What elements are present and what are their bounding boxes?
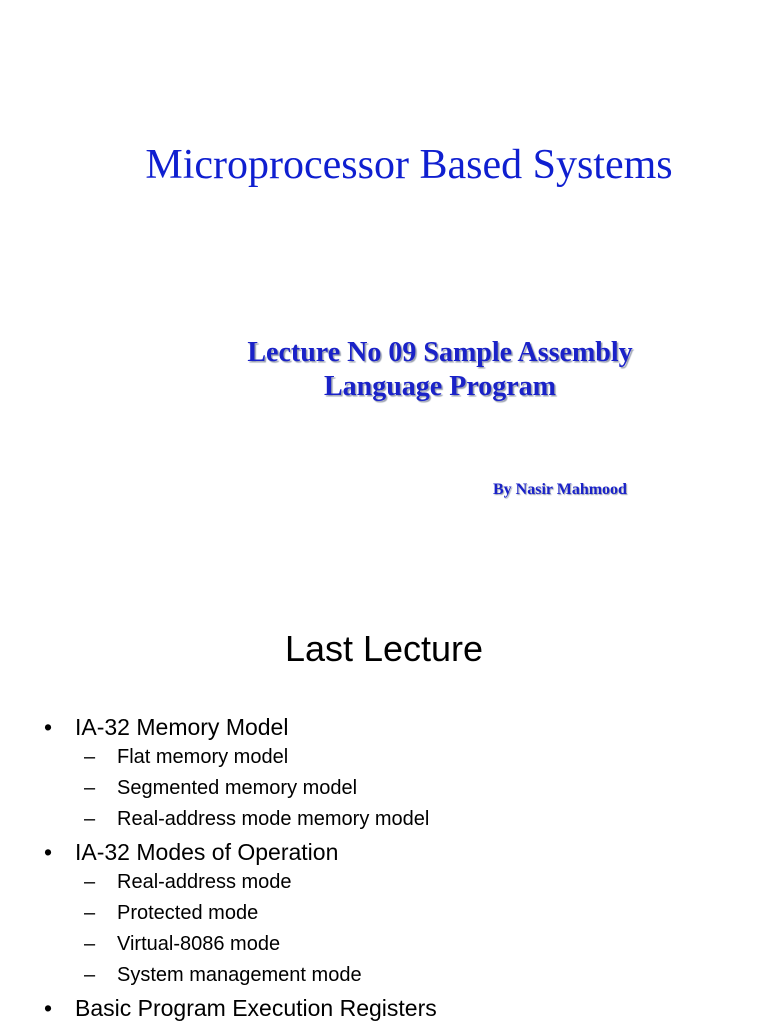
lecture-subtitle bbox=[190, 336, 690, 404]
sub-bullet-item: – System management mode bbox=[84, 960, 744, 991]
sub-bullet-item: – Virtual-8086 mode bbox=[84, 929, 744, 960]
bullet-text: Basic Program Execution Registers bbox=[75, 995, 437, 1021]
slide-title: Microprocessor Based Systems bbox=[145, 142, 673, 188]
sub-bullet-item: – Flat memory model bbox=[84, 742, 744, 773]
sub-bullet-item: – Real-address mode memory model bbox=[84, 804, 744, 835]
subtitle-line-1: Lecture No 09 Sample Assembly bbox=[247, 337, 633, 368]
bullet-item bbox=[44, 993, 744, 1023]
sub-bullet-item: – Protected mode bbox=[84, 898, 744, 929]
sub-bullet-list bbox=[75, 742, 744, 835]
bullet-text: IA-32 Memory Model bbox=[75, 714, 289, 740]
bullet-item bbox=[44, 837, 744, 991]
subtitle-line-2: Language Program bbox=[323, 371, 557, 403]
sub-bullet-item: – Real-address mode bbox=[84, 867, 744, 898]
last-lecture-slide bbox=[0, 600, 768, 1024]
sub-bullet-item: – Segmented memory model bbox=[84, 773, 744, 804]
bullet-text: IA-32 Modes of Operation bbox=[75, 839, 339, 865]
author-byline: By Nasir Mahmood bbox=[493, 481, 627, 498]
bullet-item bbox=[44, 712, 744, 835]
slide-heading: Last Lecture bbox=[284, 628, 484, 669]
sub-bullet-list bbox=[75, 867, 744, 991]
bullet-list bbox=[44, 710, 744, 1023]
